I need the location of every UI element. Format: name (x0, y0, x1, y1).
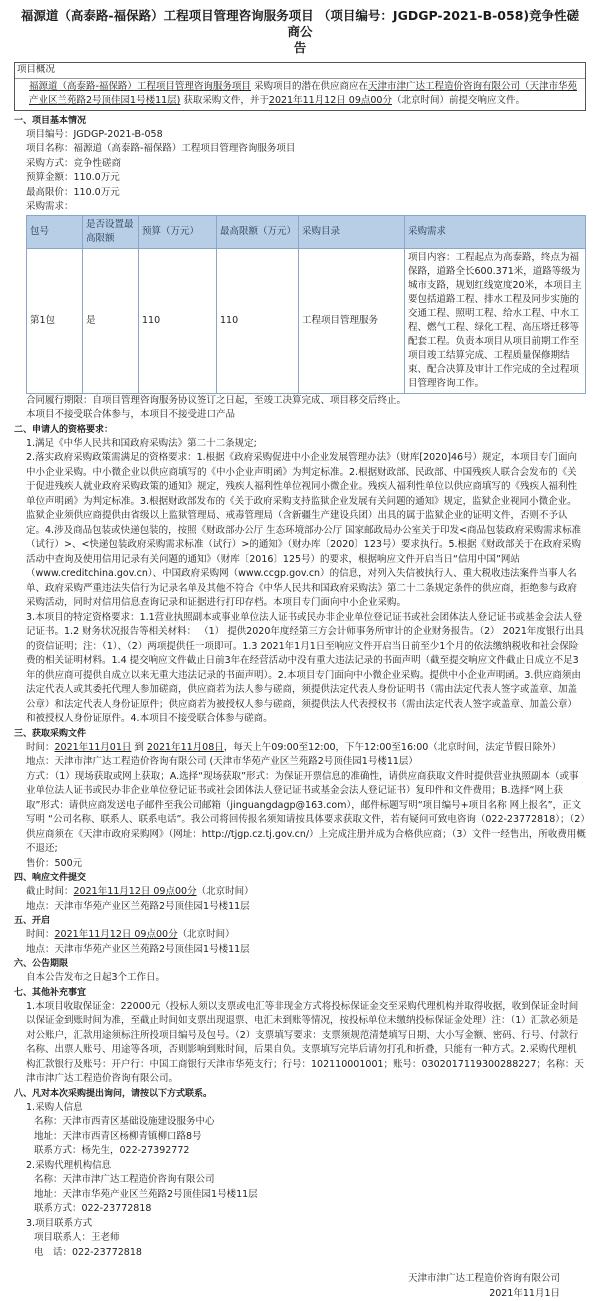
doc-time-to: 到 (131, 742, 147, 753)
requirements-table (26, 215, 586, 394)
overview-seg: （北京时间）前提交响应文件。 (392, 95, 525, 106)
overview-label: 项目概况 (15, 63, 585, 79)
opening-time-label: 时间： (26, 929, 55, 940)
cell-requirements: 项目内容：工程起点为高泰路，终点为福保路，道路全长600.371米，道路等级为城市支路，规划红线宽度20米，本项目主要包括道路工程、排水工程及同步实施的交通工程、照明工程、给水工程、中水工程、燃气工程、绿化工程、高压塔迁移等配套工程。负责本项目从项目前期工作至项目竣工结算完成、工程质量保修期结束、配合决算及审计工作完成的全过程项目管理咨询工作。 (405, 248, 586, 393)
section-6-header: 六、公告期限 (14, 958, 586, 971)
opening-time (14, 928, 586, 943)
doc-time-rest: ，每天上午09:00至12:00，下午12:00至16:00（北京时间，法定节假日除外） (224, 742, 562, 753)
overview-text (15, 79, 585, 110)
submit-place: 地点：天津市华苑产业区兰苑路2号顶佳园1号楼11层 (14, 900, 586, 915)
signature-org: 天津市津广达工程造价咨询有限公司 (14, 1272, 560, 1287)
qualification-2: 2.落实政府采购政策需满足的资格要求：1.根据《政府采购促进中小企业发展管理办法》（财库[2020]46号）规定，本项目专门面向中小企业采购。中小微企业以供应商填写的《中小企业声明函》为判定标准。2.根据财政部、民政部、中国残疾人联合会发布的《关于促进残疾人就业政府采购政策的通知》规定，残疾人福利性单位视同小微企业。残疾人福利性单位以供应商填写的《残疾人福利性单位声明函》为判定标准。3.根据财政部发布的《关于政府采购支持监狱企业发展有关问题的通知》规定，监狱企业视同小微企业。监狱企业须供应商提供由省级以上监狱管理局、戒毒管理局（含新疆生产建设兵团）出具的属于监狱企业的证明文件，否则不予认定。4.涉及商品包装或快递包装的，按照《财政部办公厅 生态环境部办公厅 国家邮政局办公室关于印发<商品包装政府采购需求标准（试行）>、<快递包装政府采购需求标准（试行）>的通知》（财办库〔2020〕123号）要求执行。5.根据《财政部关于在政府采购活动中查询及使用信用记录有关问题的通知》（财库〔2016〕125号）的要求，根据响应文件开启当日“信用中国”网站（www.creditchina.gov.cn）、中国政府采购网（www.ccgp.gov.cn）的信息，对列入失信被执行人、重大税收违法案件当事人名单、政府采购严重违法失信行为记录名单及其他不符合《中华人民共和国政府采购法》第二十二条规定条件的供应商，拒绝参与政府采购活动，同时对信用信息查询记录和证据进行打印存档。本项目专门面向中小企业采购。 (14, 451, 586, 611)
doc-time-start: 2021年11月01日 (55, 742, 132, 753)
submit-deadline (14, 885, 586, 900)
table-row (27, 248, 586, 393)
overview-project-name: 福源道（高泰路-福保路）工程项目管理咨询服务项目 (29, 81, 251, 92)
overview-seg: 采购项目的潜在供应商应在 (251, 81, 368, 92)
signature-block (14, 1272, 586, 1301)
project-name: 项目名称：福源道（高泰路-福保路）工程项目管理咨询服务项目 (14, 142, 586, 157)
cell-package: 第1包 (27, 248, 83, 393)
cell-catalog: 工程项目管理服务 (299, 248, 405, 393)
doc-price: 售价：500元 (14, 857, 586, 872)
submit-deadline-value: 2021年11月12日 09点00分 (74, 886, 197, 897)
cell-budget: 110 (139, 248, 217, 393)
doc-place: 地点：天津市津广达工程造价咨询有限公司 (天津市华苑产业区兰苑路2号顶佳园1号楼11层） (14, 755, 586, 770)
other-matters: 1.本项目收取保证金：22000元（投标人须以支票或电汇等非现金方式将投标保证金交至采购代理机构并取得收据，收到保证金时间以保证金到账时间为准，至截止时间如支票出现退票、电汇未到账等情况，按投标单位未缴纳投标保证金处理）注：（1）汇款必须是对公账户，汇款用途须标注所投项目编号及包号。（2）支票填写要求：支票须规范清楚填写日期、大小写金额、密码、行号、付款行名称、出票人账号、用途等各项，否则影响到账时间，后果自负。支票填写完毕后请勿打孔和折叠，只能有一种方式。2.采购代理机构汇款银行及账号：开户行：中国工商银行天津市华苑支行；行号：102110001001；账号：0302017119300288227；名称：天津市津广达工程造价咨询有限公司。 (14, 1000, 586, 1087)
project-overview-box (14, 62, 586, 111)
doc-time-end: 2021年11月08日 (147, 742, 224, 753)
project-contact-person: 项目联系人：王老师 (14, 1231, 586, 1246)
title-line-2: 告 (20, 40, 580, 56)
budget-amount: 预算金额：110.0万元 (14, 171, 586, 186)
contract-period: 合同履行期限：自项目管理咨询服务协议签订之日起，至竣工决算完成、项目移交后终止。 (14, 394, 586, 409)
project-contact-phone: 电 话：022-23772818 (14, 1246, 586, 1261)
doc-method: 方式：（1）现场获取或网上获取；A.选择“现场获取”形式：为保证开票信息的准确性，请供应商获取文件时提供营业执照副本（或事业单位法人证书或民办非企业单位登记证书或社会团体法人登记证书或基金会法人登记证书）复印件和文件费用；B.选择“网上获取”形式：请供应商发送电子邮件至我公司邮箱（jinguangdagp@163.com），邮件标题写明“项目编号+项目名称 网上报名”，正文写明 “公司名称、联系人、联系电话”。我公司将回传报名须知请按具体要求获取文件，若有疑问可致电咨询（022-23772818）；（2）供应商须在《天津市政府采购网》（网址：http://tjgp.cz.tj.gov.cn/）上完成注册并成为合格供应商；（3）文件一经售出，所收费用概不退还; (14, 770, 586, 857)
col-header-max-limit: 最高限额（万元） (217, 215, 299, 248)
section-5-header: 五、开启 (14, 915, 586, 928)
doc-time (14, 741, 586, 756)
agency-contact: 联系方式：022-23772818 (14, 1202, 586, 1217)
purchaser-contact: 联系方式：杨先生，022-27392772 (14, 1144, 586, 1159)
section-4-header: 四、响应文件提交 (14, 872, 586, 885)
purchaser-heading: 1.采购人信息 (14, 1101, 586, 1116)
project-contact-heading: 3.项目联系方式 (14, 1217, 586, 1232)
section-2-header: 二、申请人的资格要求： (14, 424, 586, 437)
procurement-method: 采购方式：竞争性磋商 (14, 157, 586, 172)
cell-max-limit: 110 (217, 248, 299, 393)
max-price: 最高限价：110.0万元 (14, 186, 586, 201)
signature-date: 2021年11月1日 (14, 1287, 560, 1301)
section-7-header: 七、其他补充事宜 (14, 987, 586, 1000)
qualification-1: 1.满足《中华人民共和国政府采购法》第二十二条规定; (14, 437, 586, 452)
overview-seg: 获取采购文件，并于 (180, 95, 269, 106)
opening-time-tz: （北京时间） (178, 929, 235, 940)
doc-time-label: 时间： (26, 742, 55, 753)
page-title (14, 6, 586, 60)
agency-heading: 2.采购代理机构信息 (14, 1159, 586, 1174)
section-8-header: 八、凡对本次采购提出询问，请按以下方式联系。 (14, 1088, 586, 1101)
purchaser-name: 名称：天津市西青区基础设施建设服务中心 (14, 1115, 586, 1130)
opening-place: 地点：天津市华苑产业区兰苑路2号顶佳园1号楼11层 (14, 943, 586, 958)
purchaser-address: 地址：天津市西青区杨柳青镇柳口路8号 (14, 1130, 586, 1145)
agency-address: 地址：天津市华苑产业区兰苑路2号顶佳园1号楼11层 (14, 1188, 586, 1203)
qualification-3: 3.本项目的特定资格要求：1.1营业执照副本或事业单位法人证书或民办非企业单位登记证书或社会团体法人登记证书或基金会法人登记证书。1.2 财务状况报告等相关材料： （1） 提供2020年度经第三方会计师事务所审计的企业财务报告。（2） 2021年度银行出具的资信证明；注：（1）、（2）两项提供任一项即可。1.3 2021年1月1日至响应文件开启当日前至少1个月的依法缴纳税收和社会保险费的相关证明材料。1.4 提交响应文件截止日前3年在经营活动中没有重大违法记录的书面声明（截至提交响应文件截止日成立不足3年的供应商可提供自成立以来无重大违法记录的书面声明）。2.本项目专门面向中小微企业采购。提供中小企业声明函。3.供应商须由法定代表人或其委托代理人参加磋商，供应商若为法人参与磋商，须提供法定代表人身份证明书（需由法定代表人签字或盖章、加盖公章）和法定代表人身份证原件；供应商若为被授权人参与磋商，须提供法人代表授权书（需由法定代表人签字或盖章、加盖公章）和被授权人身份证原件。4.本项目不接受联合体参与磋商。 (14, 611, 586, 727)
agency-name: 名称：天津市津广达工程造价咨询有限公司 (14, 1173, 586, 1188)
title-line-1: 福源道（高泰路-福保路）工程项目管理咨询服务项目 （项目编号：JGDGP-2021-B-058)竞争性磋商公 (20, 8, 580, 40)
col-header-budget: 预算（万元） (139, 215, 217, 248)
section-1-header: 一、项目基本情况 (14, 115, 586, 128)
col-header-requirements: 采购需求 (405, 215, 586, 248)
notice-period: 自本公告发布之日起3个工作日。 (14, 971, 586, 986)
submit-deadline-label: 截止时间： (26, 886, 74, 897)
submit-deadline-tz: （北京时间） (197, 886, 254, 897)
col-header-package: 包号 (27, 215, 83, 248)
consortium-note: 本项目不接受联合体参与，本项目不接受进口产品 (14, 408, 586, 423)
table-header-row (27, 215, 586, 248)
opening-time-value: 2021年11月12日 09点00分 (55, 929, 178, 940)
overview-deadline: 2021年11月12日 09点00分 (269, 95, 392, 106)
section-3-header: 三、获取采购文件 (14, 728, 586, 741)
requirements-label: 采购需求： (14, 200, 586, 215)
col-header-catalog: 采购目录 (299, 215, 405, 248)
cell-limit-set: 是 (83, 248, 139, 393)
col-header-limit-set: 是否设置最高限额 (83, 215, 139, 248)
project-number: 项目编号：JGDGP-2021-B-058 (14, 128, 586, 143)
overview-address: 天津市津广达工程造价咨询有限公司（天津市华苑产业区兰苑路2号顶佳园1号楼11层) (29, 81, 577, 107)
